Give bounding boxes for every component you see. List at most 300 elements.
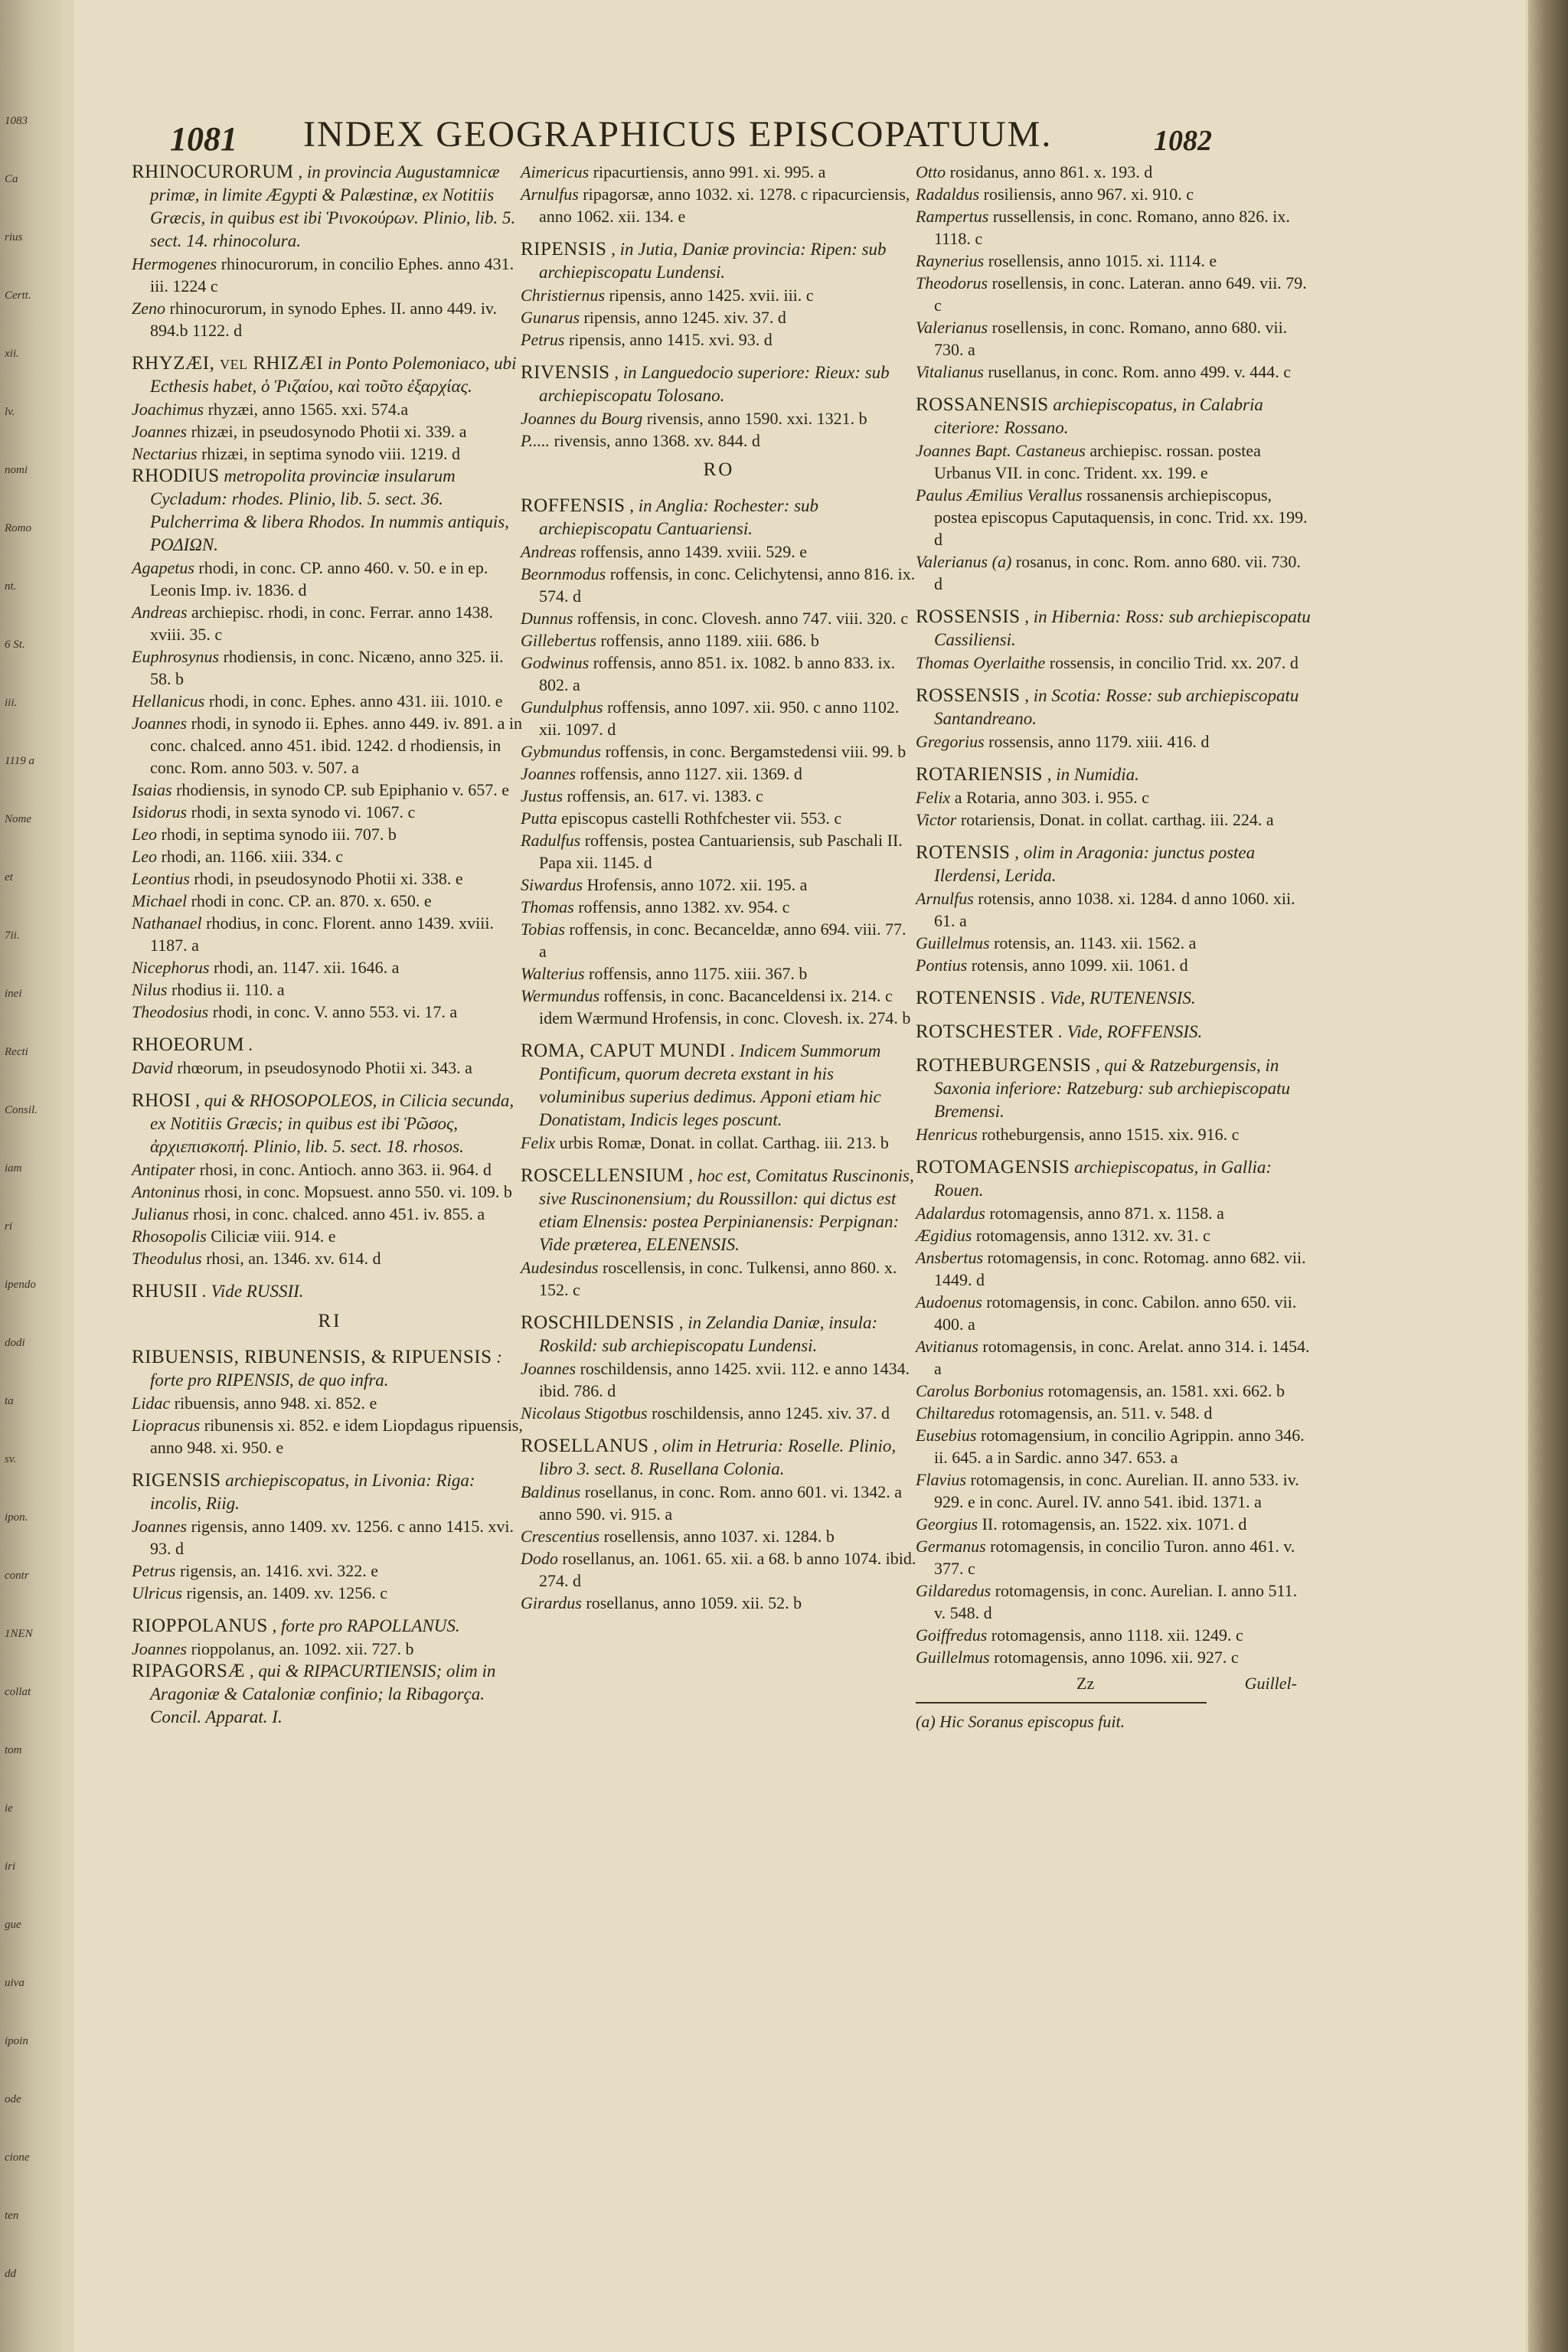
bishop-name: Pontius: [916, 956, 968, 975]
entry-citation: rhinocurorum, in synodo Ephes. II. anno 449. iv. 894.b 1122. d: [150, 299, 498, 340]
bishop-entry: [916, 1380, 1312, 1402]
entry-gap: [916, 1044, 1312, 1054]
entry-citation: urbis Romæ, Donat. in collat. Carthag. iii. 213. b: [559, 1133, 889, 1152]
bishop-name: Valerianus (a): [916, 552, 1012, 571]
bishop-name: Nectarius: [132, 444, 198, 463]
entry-gap: [916, 976, 1312, 987]
bishop-entry: [132, 1247, 528, 1269]
bishop-entry: [521, 430, 917, 452]
entry-gap: [132, 1604, 528, 1615]
headword: RIVENSIS: [521, 362, 610, 383]
headword: ROTSCHESTER: [916, 1021, 1054, 1042]
entry-citation: rotomagensis, in conc. Arelat. anno 314. i. 1454. a: [934, 1337, 1310, 1378]
bishop-entry: [916, 484, 1312, 550]
bishop-entry: [132, 823, 528, 845]
bishop-name: Adalardus: [916, 1204, 985, 1223]
gutter-fragment: ten: [5, 2210, 19, 2222]
bishop-name: P.....: [521, 431, 550, 450]
bishop-name: Liopracus: [132, 1416, 201, 1435]
bishop-name: Valerianus: [916, 318, 988, 337]
entry-citation: roffensis, anno 1439. xviii. 529. e: [580, 542, 807, 561]
entry-gap: [132, 1079, 528, 1089]
gutter-fragment: ie: [5, 1802, 13, 1815]
bishop-name: Leo: [132, 825, 157, 844]
entry-citation: rhodi, in synodo ii. Ephes. anno 449. iv. 891. a in conc. chalced. anno 451. ibid. 1242. d rhodiensis, in conc. Rom. anno 503. v. 507. a: [150, 714, 523, 777]
gutter-fragment: dodi: [5, 1337, 25, 1349]
bishop-entry: [521, 740, 917, 763]
entry-heading: [916, 684, 1312, 730]
bishop-entry: [521, 1592, 917, 1614]
entry-citation: rossensis, anno 1179. xiii. 416. d: [988, 732, 1210, 751]
bishop-entry: [521, 629, 917, 652]
entry-citation: rotomagensis, in conc. Aurelian. I. anno 511. v. 548. d: [934, 1581, 1298, 1622]
entry-gap: [916, 383, 1312, 394]
bishop-entry: [916, 808, 1312, 831]
section-letters: RI: [318, 1311, 342, 1331]
entry-citation: rotheburgensis, anno 1515. xix. 916. c: [982, 1125, 1240, 1144]
bishop-entry: [916, 1246, 1312, 1291]
bishop-name: Petrus: [132, 1561, 176, 1580]
bishop-entry: [521, 284, 917, 306]
bishop-name: Dodo: [521, 1549, 558, 1568]
entry-citation: rotomagensis, anno 1312. xv. 31. c: [975, 1226, 1210, 1245]
entry-citation: roffensis, anno 1097. xii. 950. c anno 1102. xii. 1097. d: [539, 697, 900, 739]
bishop-name: Joannes: [132, 714, 188, 733]
page-number-right: 1082: [1154, 125, 1212, 157]
entry-heading: [916, 841, 1312, 887]
bishop-name: Guillelmus: [916, 1648, 990, 1667]
entry-citation: rosanus, in conc. Rom. anno 680. vii. 730. d: [934, 552, 1301, 593]
bishop-name: Carolus Borbonius: [916, 1381, 1044, 1400]
headword: RHOEORUM: [132, 1034, 245, 1055]
header-title: INDEX GEOGRAPHICUS EPISCOPATUUM.: [303, 114, 1053, 155]
headword: ROSSANENSIS: [916, 394, 1049, 415]
bishop-entry: [132, 557, 528, 601]
bishop-name: Nicolaus Stigotbus: [521, 1403, 648, 1423]
bishop-name: Hermogenes: [132, 254, 217, 273]
bishop-name: Audesindus: [521, 1258, 599, 1277]
bishop-entry: [916, 1424, 1312, 1468]
bishop-name: Ansbertus: [916, 1248, 983, 1267]
entry-citation: rhosi, an. 1346. xv. 614. d: [206, 1249, 381, 1268]
bishop-entry: [132, 601, 528, 645]
entry-citation: rhodi, an. 1166. xiii. 334. c: [161, 847, 343, 866]
bishop-entry: [132, 867, 528, 890]
heading-description: archiepiscopatus, in Livonia: Riga: incolis, Riig.: [150, 1471, 475, 1513]
bishop-entry: [916, 932, 1312, 954]
gutter-fragment: sv.: [5, 1453, 17, 1465]
headword: RIGENSIS: [132, 1470, 221, 1491]
gutter-fragment: 7ii.: [5, 929, 20, 942]
entry-gap: [132, 1023, 528, 1034]
gutter-fragment: nomi: [5, 464, 28, 476]
entry-gap: [916, 831, 1312, 841]
bishop-name: Joannes: [132, 1517, 188, 1536]
bishop-entry: [916, 887, 1312, 932]
entry-gap: [132, 1459, 528, 1469]
entry-citation: rotomagensis, in conc. Rotomag. anno 682. vii. 1449. d: [934, 1248, 1306, 1289]
bishop-name: Nicephorus: [132, 958, 210, 977]
entry-citation: roffensis, in conc. Bergamstedensi viii. 99. b: [605, 742, 906, 761]
headword: ROTENSIS: [916, 842, 1011, 863]
bishop-entry: [916, 1202, 1312, 1224]
heading-description: , hoc est, Comitatus Ruscinonis, sive Ruscinonensium; du Roussillon: qui dictus est etiam Elnensis: postea Perpinianensis: Perpignan: Vide præterea, ELENENSIS.: [539, 1166, 914, 1254]
bishop-name: Leontius: [132, 869, 190, 888]
gutter-fragment: cione: [5, 2151, 30, 2164]
bishop-name: Flavius: [916, 1470, 966, 1489]
bishop-name: Arnulfus: [916, 889, 974, 908]
entry-citation: rhizæi, in septima synodo viii. 1219. d: [201, 444, 460, 463]
bishop-name: Crescentius: [521, 1527, 600, 1546]
bishop-name: Euphrosynus: [132, 647, 220, 666]
entry-citation: rhosi, in conc. Mopsuest. anno 550. vi. 109. b: [204, 1182, 512, 1201]
bishop-entry: [521, 1402, 917, 1424]
entry-gap: [916, 674, 1312, 684]
entry-gap: [521, 227, 917, 238]
bishop-entry: [132, 956, 528, 978]
adjacent-page-gutter: [0, 0, 61, 2352]
bishop-name: Isaias: [132, 780, 172, 799]
bishop-name: Godwinus: [521, 653, 590, 672]
entry-heading: [521, 361, 917, 407]
bishop-name: Gillebertus: [521, 631, 596, 650]
entry-citation: rossanensis archiepiscopus, postea episcopus Caputaquensis, in conc. Trid. xx. 199. d: [934, 485, 1308, 549]
bishop-name: Otto: [916, 162, 946, 181]
bishop-entry: [132, 1001, 528, 1023]
bishop-name: Joannes Bapt. Castaneus: [916, 441, 1086, 460]
bishop-entry: [916, 550, 1312, 595]
bishop-name: Chiltaredus: [916, 1403, 995, 1423]
bishop-entry: [132, 297, 528, 341]
entry-citation: rhodiensis, in synodo CP. sub Epiphanio v. 657. e: [176, 780, 509, 799]
entry-heading: [916, 1054, 1312, 1123]
bishop-entry: [916, 954, 1312, 976]
entry-citation: rhœorum, in pseudosynodo Photii xi. 343. a: [177, 1058, 472, 1077]
gutter-fragment: nt.: [5, 580, 17, 593]
bishop-entry: [521, 807, 917, 829]
bishop-entry: [132, 801, 528, 823]
entry-citation: rhosi, in conc. chalced. anno 451. iv. 855. a: [193, 1204, 485, 1223]
entry-citation: rhosi, in conc. Antioch. anno 363. ii. 964. d: [199, 1160, 492, 1179]
entry-citation: roffensis, anno 1127. xii. 1369. d: [580, 764, 802, 783]
bishop-name: Rampertus: [916, 207, 989, 226]
heading-description: .: [248, 1035, 253, 1054]
bishop-name: Lidac: [132, 1393, 171, 1413]
bishop-entry: [132, 253, 528, 297]
headword: ROTENENSIS: [916, 988, 1037, 1008]
bishop-entry: [916, 183, 1312, 205]
bishop-entry: [132, 1392, 528, 1414]
headword: RHYZÆI, vel RHIZÆI: [132, 353, 324, 374]
bishop-name: Felix: [521, 1133, 556, 1152]
bishop-entry: [916, 1624, 1312, 1646]
entry-heading: [521, 238, 917, 284]
entry-heading: [132, 1469, 528, 1515]
bishop-name: Avitianus: [916, 1337, 978, 1356]
bishop-name: David: [132, 1058, 173, 1077]
bishop-entry: [521, 874, 917, 896]
entry-citation: rotomagensis, anno 1096. xii. 927. c: [994, 1648, 1239, 1667]
bishop-entry: [132, 890, 528, 912]
entry-gap: [916, 1010, 1312, 1021]
bishop-entry: [916, 730, 1312, 753]
headword: ROSELLANUS: [521, 1436, 649, 1456]
bishop-entry: [916, 1335, 1312, 1380]
heading-description: : forte pro RIPENSIS, de quo infra.: [150, 1348, 502, 1390]
bishop-name: Aimericus: [521, 162, 590, 181]
bishop-name: Putta: [521, 808, 557, 828]
bishop-entry: [521, 696, 917, 740]
bishop-name: Gundulphus: [521, 697, 603, 717]
entry-citation: rivensis, anno 1590. xxi. 1321. b: [646, 409, 867, 428]
bishop-name: Zeno: [132, 299, 165, 318]
heading-description: , in provincia Augustamnicæ primæ, in limite Ægypti & Palæstinæ, ex Notitiis Græcis, in quibus est ibi Ῥινοκούρων. Plinio, lib. 5. sect. 14. rhinocolura.: [150, 162, 516, 250]
bishop-name: Ulricus: [132, 1583, 182, 1602]
entry-gap: [916, 753, 1312, 763]
gutter-fragment: ode: [5, 2093, 21, 2105]
bishop-name: Radulfus: [521, 831, 581, 850]
bishop-name: Raynerius: [916, 251, 985, 270]
entry-citation: rosellanus, in conc. Rom. anno 601. vi. 1342. a anno 590. vi. 915. a: [539, 1482, 903, 1524]
bishop-name: Christiernus: [521, 286, 606, 305]
bishop-entry: [132, 1414, 528, 1459]
bishop-entry: [521, 541, 917, 563]
bishop-entry: [521, 829, 917, 874]
entry-gap: [916, 1145, 1312, 1156]
bishop-entry: [521, 407, 917, 430]
entry-citation: ribunensis xi. 852. e idem Liopdagus ripuensis, anno 948. xi. 950. e: [150, 1416, 523, 1457]
bishop-entry: [132, 1638, 528, 1660]
bishop-entry: [916, 1123, 1312, 1145]
entry-citation: rioppolanus, an. 1092. xii. 727. b: [191, 1639, 414, 1658]
bishop-entry: [521, 607, 917, 629]
bishop-entry: [132, 1057, 528, 1079]
bishop-entry: [521, 183, 917, 227]
bishop-name: Germanus: [916, 1537, 986, 1556]
heading-description: archiepiscopatus, in Gallia: Rouen.: [934, 1158, 1272, 1200]
heading-description: , in Hibernia: Ross: sub archiepiscopatu Cassiliensi.: [934, 607, 1311, 649]
bishop-entry: [521, 763, 917, 785]
bishop-name: Baldinus: [521, 1482, 581, 1501]
entry-citation: roffensis, in conc. Celichytensi, anno 816. ix. 574. d: [539, 564, 916, 606]
entry-citation: rosellensis, anno 1015. xi. 1114. e: [988, 251, 1217, 270]
bishop-entry: [132, 1203, 528, 1225]
bishop-entry: [521, 785, 917, 807]
entry-gap: [521, 1029, 917, 1040]
heading-description: , qui & Ratzeburgensis, in Saxonia inferiore: Ratzeburg: sub archiepiscopatu Bremensi.: [934, 1056, 1291, 1121]
entry-heading: [132, 1346, 528, 1392]
gutter-fragment: dd: [5, 2268, 16, 2280]
bishop-name: Hellanicus: [132, 691, 205, 710]
entry-heading: [916, 1156, 1312, 1202]
headword: ROTHEBURGENSIS: [916, 1055, 1092, 1076]
bishop-entry: [521, 161, 917, 183]
entry-citation: rhodius ii. 110. a: [171, 980, 285, 999]
entry-citation: rotomagensis, an. 511. v. 548. d: [998, 1403, 1213, 1423]
entry-citation: rosellensis, in conc. Romano, anno 680. vii. 730. a: [934, 318, 1288, 359]
entry-citation: a Rotaria, anno 303. i. 955. c: [954, 788, 1149, 807]
bishop-entry: [916, 1513, 1312, 1535]
heading-description: , olim in Hetruria: Roselle. Plinio, libro 3. sect. 8. Rusellana Colonia.: [539, 1436, 897, 1478]
bishop-entry: [916, 316, 1312, 361]
entry-citation: roffensis, anno 1175. xiii. 367. b: [589, 964, 808, 983]
bishop-name: Siwardus: [521, 875, 583, 894]
heading-description: , qui & RIPACURTIENSIS; olim in Aragoniæ & Cataloniæ confinio; la Ribagorça. Concil. Apparat. I.: [150, 1661, 496, 1726]
bishop-name: Walterius: [521, 964, 585, 983]
bishop-entry: [521, 962, 917, 985]
bishop-name: Justus: [521, 786, 563, 805]
bishop-name: Victor: [916, 810, 957, 829]
entry-gap: [521, 351, 917, 361]
gutter-fragment: uiva: [5, 1977, 24, 1989]
entry-heading: [132, 1615, 528, 1638]
bishop-entry: [916, 1402, 1312, 1424]
gutter-fragment: ta: [5, 1395, 14, 1407]
entry-citation: rosiliensis, anno 967. xi. 910. c: [983, 185, 1194, 204]
entry-citation: rhinocurorum, in concilio Ephes. anno 431. iii. 1224 c: [150, 254, 514, 296]
bishop-entry: [132, 1560, 528, 1582]
entry-citation: rotomagensis, anno 1118. xii. 1249. c: [991, 1625, 1243, 1645]
gutter-fragment: Certt.: [5, 289, 31, 302]
gutter-fragment: inei: [5, 988, 22, 1000]
entry-gap: [521, 1424, 917, 1435]
gutter-fragment: 1NEN: [5, 1628, 33, 1640]
heading-description: , olim in Aragonia: junctus postea Ilerdensi, Lerida.: [934, 843, 1256, 885]
gutter-fragment: collat: [5, 1686, 31, 1698]
gutter-fragment: lv.: [5, 406, 15, 418]
entry-citation: roschildensis, anno 1245. xiv. 37. d: [652, 1403, 890, 1423]
bishop-name: Joannes: [521, 1359, 577, 1378]
bishop-entry: [521, 1256, 917, 1301]
entry-heading: [132, 1280, 528, 1303]
bishop-entry: [132, 1225, 528, 1247]
entry-citation: rotensis, anno 1038. xi. 1284. d anno 1060. xii. 61. a: [934, 889, 1295, 930]
gutter-fragment: iii.: [5, 697, 18, 709]
entry-citation: Ciliciæ viii. 914. e: [211, 1227, 336, 1246]
heading-description: , in Scotia: Rosse: sub archiepiscopatu Santandreano.: [934, 686, 1299, 728]
heading-description: , in Anglia: Rochester: sub archiepiscopatu Cantuariensi.: [539, 496, 819, 538]
entry-citation: rotomagensis, an. 1581. xxi. 662. b: [1047, 1381, 1285, 1400]
bishop-name: Gunarus: [521, 308, 580, 327]
footnote-rule: [916, 1702, 1207, 1704]
gutter-fragment: xii.: [5, 348, 19, 360]
bishop-entry: [521, 1481, 917, 1525]
entry-citation: rotomagensium, in concilio Agrippin. anno 346. ii. 645. a in Sardic. anno 347. 653. a: [934, 1426, 1305, 1467]
headword: ROTARIENSIS: [916, 764, 1044, 785]
entry-citation: rigensis, an. 1409. xv. 1256. c: [186, 1583, 388, 1602]
entry-gap: [521, 1154, 917, 1165]
entry-citation: ribuensis, anno 948. xi. 852. e: [174, 1393, 377, 1413]
entry-citation: rotomagensis, in conc. Aurelian. II. anno 533. iv. 929. e in conc. Aurel. IV. anno 541. ibid. 1371. a: [934, 1470, 1299, 1511]
bishop-name: Nathanael: [132, 913, 202, 933]
bishop-name: Michael: [132, 891, 188, 910]
headword: RHOSI: [132, 1090, 191, 1111]
bishop-entry: [916, 205, 1312, 250]
bishop-name: Andreas: [132, 603, 188, 622]
bishop-name: Guillelmus: [916, 933, 990, 952]
bishop-entry: [521, 1357, 917, 1402]
gutter-fragment: Nome: [5, 813, 31, 825]
entry-citation: rotomagensis, in conc. Cabilon. anno 650. vii. 400. a: [934, 1292, 1297, 1334]
bishop-name: Theodosius: [132, 1002, 209, 1021]
column-3: [916, 161, 1312, 1733]
heading-description: metropolita provinciæ insularum Cycladum: rhodes. Plinio, lib. 5. sect. 36. Pulcherrima & libera Rhodos. In nummis antiquis, ΡΟΔΙΩΝ.: [150, 466, 509, 554]
bishop-entry: [521, 985, 917, 1029]
bishop-name: Radaldus: [916, 185, 980, 204]
bishop-entry: [132, 443, 528, 465]
headword: RHUSII: [132, 1281, 198, 1302]
bishop-entry: [132, 420, 528, 443]
bishop-entry: [521, 1132, 917, 1154]
signature-mark: Zz: [1076, 1674, 1095, 1693]
entry-citation: rivensis, anno 1368. xv. 844. d: [554, 431, 760, 450]
bishop-entry: [521, 563, 917, 607]
entry-citation: rotomagensis, anno 871. x. 1158. a: [989, 1204, 1224, 1223]
entry-citation: rhodi, in conc. V. anno 553. vi. 17. a: [212, 1002, 458, 1021]
bishop-name: Theodorus: [916, 273, 988, 292]
bishop-entry: [132, 1158, 528, 1181]
bishop-entry: [132, 398, 528, 420]
book-page: [74, 0, 1525, 2352]
entry-citation: ripagorsæ, anno 1032. xi. 1278. c ripacurciensis, anno 1062. xii. 134. e: [539, 185, 910, 226]
bishop-entry: [132, 912, 528, 956]
gutter-fragment: Consil.: [5, 1104, 38, 1116]
entry-gap: [132, 341, 528, 352]
bishop-entry: [521, 918, 917, 962]
bishop-name: Andreas: [521, 542, 577, 561]
entry-heading: [521, 495, 917, 541]
bishop-entry: [916, 786, 1312, 808]
entry-heading: [916, 763, 1312, 786]
entry-citation: rossensis, in concilio Trid. xx. 207. d: [1049, 653, 1298, 672]
bishop-entry: [132, 1515, 528, 1560]
bishop-name: Theodulus: [132, 1249, 202, 1268]
book-spine-edge: [1528, 0, 1568, 2352]
bishop-name: Nilus: [132, 980, 168, 999]
entry-citation: rosellanus, an. 1061. 65. xii. a 68. b anno 1074. ibid. 274. d: [539, 1549, 916, 1590]
bishop-name: Beornmodus: [521, 564, 606, 583]
catchword: Guillel-: [1244, 1674, 1297, 1693]
headword: RIBUENSIS, RIBUNENSIS, & RIPUENSIS: [132, 1347, 492, 1367]
bishop-name: Joannes: [521, 764, 577, 783]
bishop-entry: [521, 328, 917, 351]
entry-citation: rhodius, in conc. Florent. anno 1439. xviii. 1187. a: [150, 913, 494, 955]
heading-description: , forte pro RAPOLLANUS.: [272, 1616, 460, 1635]
heading-description: , in Numidia.: [1047, 765, 1139, 784]
bishop-name: Isidorus: [132, 802, 188, 822]
bishop-entry: [132, 712, 528, 779]
entry-citation: ripensis, anno 1245. xiv. 37. d: [583, 308, 786, 327]
entry-heading: [132, 1660, 528, 1729]
bishop-name: Eusebius: [916, 1426, 977, 1445]
entry-heading: [132, 1034, 528, 1057]
entry-citation: ripensis, anno 1425. xvii. iii. c: [609, 286, 814, 305]
heading-description: . Indicem Summorum Pontificum, quorum decreta exstant in his voluminibus superius dedimus. Apponi etiam hic Donatistam, Indicis leges poscunt.: [539, 1041, 881, 1129]
gutter-fragment: Romo: [5, 522, 31, 534]
entry-citation: roffensis, in conc. Clovesh. anno 747. viii. 320. c: [577, 609, 909, 628]
entry-citation: II. rotomagensis, an. 1522. xix. 1071. d: [982, 1514, 1247, 1534]
bishop-entry: [521, 1547, 917, 1592]
headword: ROFFENSIS: [521, 495, 626, 516]
bishop-name: Audoenus: [916, 1292, 982, 1312]
column-1: [132, 161, 528, 1729]
signature-row: [916, 1673, 1312, 1696]
bishop-name: Joannes: [132, 422, 188, 441]
gutter-fragment: ipoin: [5, 2035, 28, 2047]
bishop-entry: [916, 1224, 1312, 1246]
bishop-name: Gildaredus: [916, 1581, 991, 1600]
headword: ROMA, CAPUT MUNDI: [521, 1040, 727, 1061]
